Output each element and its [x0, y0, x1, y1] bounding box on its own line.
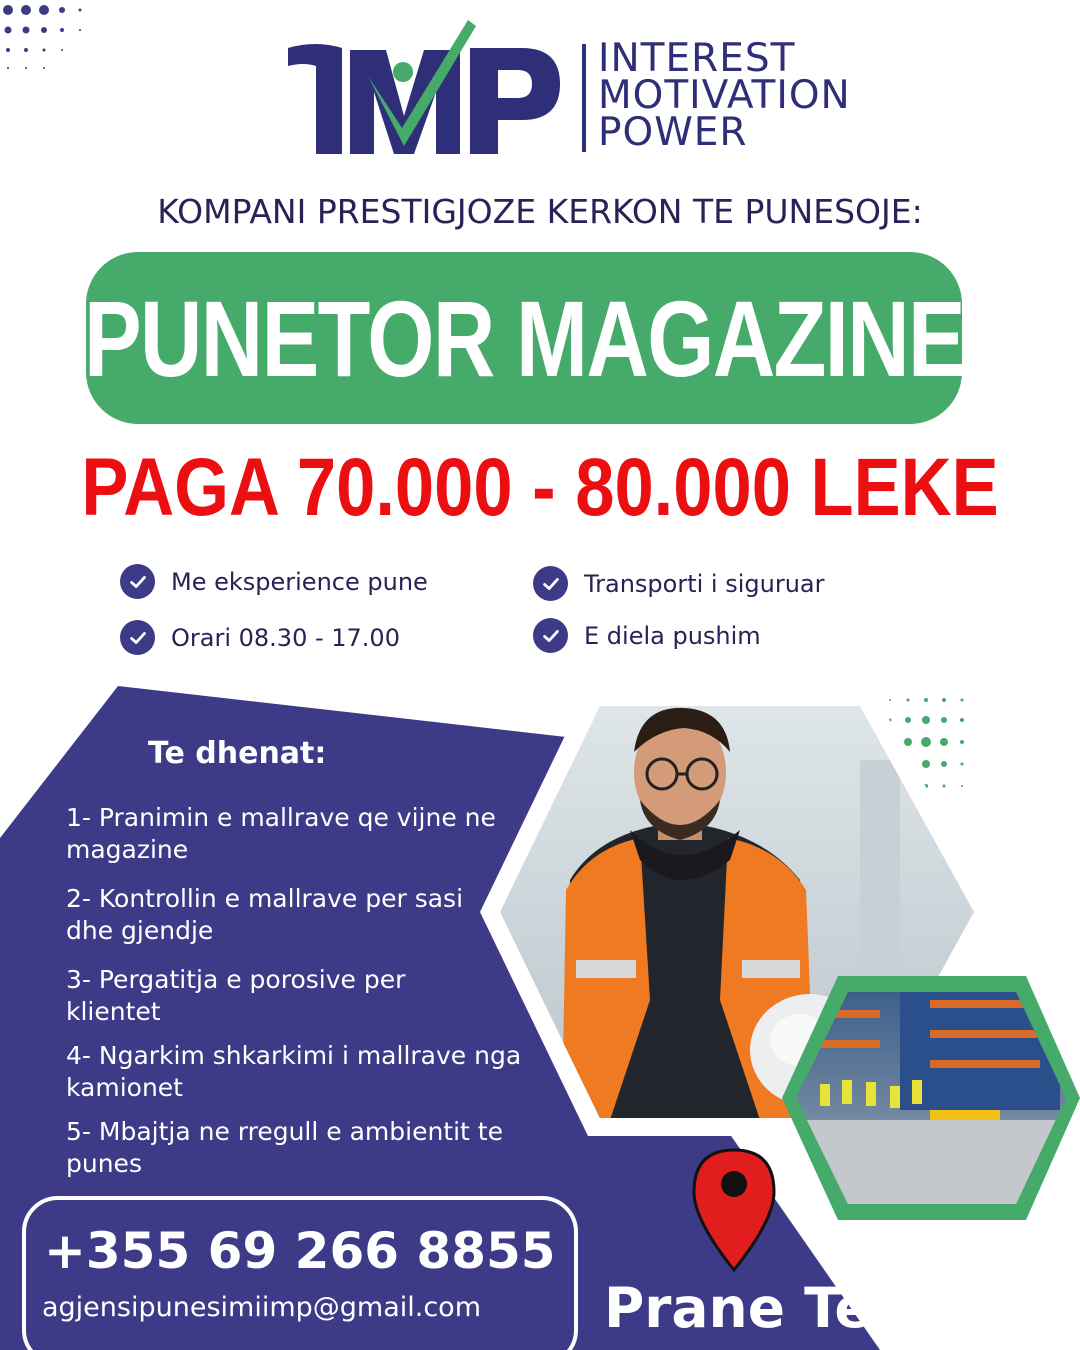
perk-label: Orari 08.30 - 17.00 [171, 623, 400, 652]
logo-word: POWER [598, 110, 748, 155]
phone-number[interactable]: +355 69 266 8855 [44, 1222, 556, 1280]
job-title: PUNETOR MAGAZINE [83, 277, 965, 399]
perk-label: Transporti i siguruar [584, 569, 825, 598]
duty-item: 1- Pranimin e mallrave qe vijne ne magazine [66, 803, 496, 864]
salary: PAGA 70.000 - 80.000 LEKE [81, 442, 999, 533]
duty-item: 2- Kontrollin e mallrave per sasi dhe gjendje [66, 884, 464, 945]
perk-label: Me eksperience pune [171, 567, 428, 596]
logo-word: MOTIVATION [598, 73, 851, 118]
location-label: Prane Tegut [604, 1276, 977, 1340]
location-pin-icon [694, 1150, 774, 1270]
logo-word: INTEREST [598, 36, 796, 81]
warehouse-photo [782, 976, 1080, 1220]
email-address[interactable]: agjensipunesimiimp@gmail.com [42, 1292, 482, 1323]
headline: KOMPANI PRESTIGJOZE KERKON TE PUNESOJE: [157, 192, 923, 231]
duty-item: 3- Pergatitja e porosive per klientet [66, 965, 406, 1026]
details-title: Te dhenat: [148, 736, 327, 771]
duty-item: 5- Mbajtja ne rregull e ambientit te punes [66, 1117, 503, 1178]
perk-label: E diela pushim [584, 621, 761, 650]
duty-item: 4- Ngarkim shkarkimi i mallrave nga kamionet [66, 1041, 522, 1102]
